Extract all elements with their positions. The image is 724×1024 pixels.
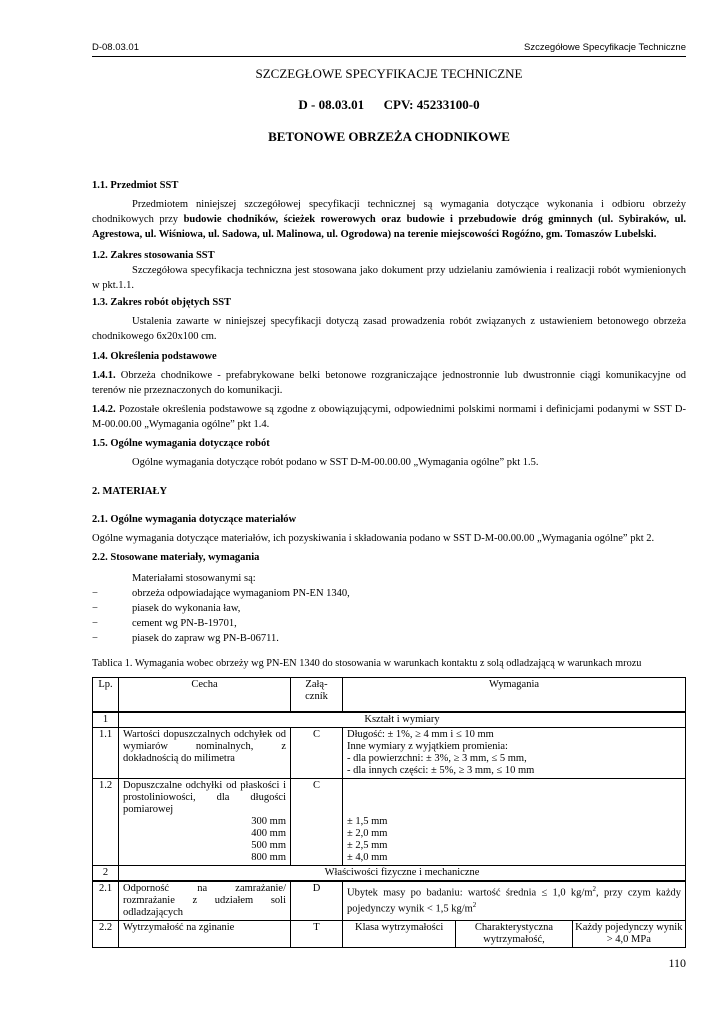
doc-title: SZCZEGŁOWE SPECYFIKACJE TECHNICZNE <box>255 66 523 81</box>
table-cell: 2.2 <box>93 920 119 947</box>
header-doc-title: Szczegółowe Specyfikacje Techniczne <box>524 42 686 53</box>
header-cell: Cecha <box>119 678 291 712</box>
page-header <box>92 42 686 57</box>
section-1-1 <box>92 178 686 242</box>
section-heading: 1.4. Określenia podstawowe <box>92 351 217 362</box>
paragraph: Przedmiotem niniejszej szczegółowej specyfikacji technicznej są wymagania dotyczące wykonania i odbioru obrzeży chodnikowych przy budowie chodników, ścieżek rowerowych oraz budowie i przebudowie dróg gminnych (ul. Sybiraków, ul. Agrestowa, ul. Wiśniowa, ul. Sadowa, ul. Malinowa, ul. Ogrodowa) na terenie miejscowości Rogóźno, gm. Tomaszów Lubelski. <box>92 199 686 240</box>
table-cell: D <box>291 881 343 921</box>
doc-code-cpv: D - 08.03.01 CPV: 45233100-0 <box>298 97 480 112</box>
section-2-1 <box>92 512 686 546</box>
table-caption: Tablica 1. Wymagania wobec obrzeży wg PN-EN 1340 do stosowania w warunkach kontaktu z solą odladzającą w warunkach mrozu <box>92 658 642 669</box>
list-item: − piasek do wykonania ław, <box>92 601 686 616</box>
table-cell: Kształt i wymiary <box>119 712 686 728</box>
table-cell: Długość: ± 1%, ≥ 4 mm i ≤ 10 mm Inne wymiary z wyjątkiem promienia: - dla powierzchni: ± 3%, ≥ 3 mm, ≤ 5 mm, - dla innych części: ± 5%, ≥ 3 mm, ≤ 10 mm <box>343 727 686 778</box>
paragraph: Szczegółowa specyfikacja techniczna jest stosowana jako dokument przy udzielaniu zamówienia i realizacji robót wymienionych w pkt.1.1. <box>92 265 686 291</box>
section-heading: 2.2. Stosowane materiały, wymagania <box>92 552 260 563</box>
table-group-row <box>93 865 686 881</box>
table-cell: 2.1 <box>93 881 119 921</box>
section-heading: 1.1. Przedmiot SST <box>92 180 179 191</box>
header-cell: Wymagania <box>343 678 686 712</box>
table-cell: C <box>291 778 343 865</box>
table-cell: Właściwości fizyczne i mechaniczne <box>119 865 686 881</box>
table-cell: C <box>291 727 343 778</box>
table-cell: T <box>291 920 343 947</box>
paragraph: Ogólne wymagania dotyczące robót podano w SST D-M-00.00.00 „Wymagania ogólne” pkt 1.5. <box>132 457 539 468</box>
header-doc-code: D-08.03.01 <box>92 42 140 53</box>
section-heading: 2.1. Ogólne wymagania dotyczące materiałów <box>92 514 297 525</box>
table-row <box>93 881 686 921</box>
table-cell: Odporność na zamrażanie/ rozmrażanie z udziałem soli odladzających <box>119 881 291 921</box>
section-1-4 <box>92 349 686 432</box>
table-cell: Charakterystyczna wytrzymałość, <box>456 921 572 947</box>
list-item: − cement wg PN-B-19701, <box>92 616 686 631</box>
table-cell: Każdy pojedynczy wynik > 4,0 MPa <box>575 921 683 945</box>
header-cell: Załą- czník <box>291 678 343 712</box>
paragraph: Ogólne wymagania dotyczące materiałów, ich pozyskiwania i składowania podano w SST D-M-00.00.00 „Wymagania ogólne” pkt 2. <box>92 533 655 544</box>
paragraph: Materiałami stosowanymi są: <box>132 573 256 584</box>
table-cell: Wytrzymałość na zginanie <box>119 920 291 947</box>
list-item: − piasek do zapraw wg PN-B-06711. <box>92 631 686 646</box>
table-header-row <box>93 678 686 712</box>
table-cell: ± 1,5 mm ± 2,0 mm ± 2,5 mm ± 4,0 mm <box>343 778 686 865</box>
table-cell: Ubytek masy po badaniu: wartość średnia ≤ 1,0 $kg/m^2$, przy czym każdy pojedynczy wynik < 1,5 $kg/m^2$ <box>343 881 686 921</box>
table-cell: Dopuszczalne odchyłki od płaskości i prostoliniowości, dla długości pomiarowej 300 mm 400 mm 500 mm 800 mm <box>119 778 291 865</box>
section-heading: 1.5. Ogólne wymagania dotyczące robót <box>92 438 270 449</box>
section-heading: 1.3. Zakres robót objętych SST <box>92 297 232 308</box>
paragraph: 1.4.1. Obrzeża chodnikowe - prefabrykowane belki betonowe rozgraniczające jednostronnie lub dwustronnie ciągi komunikacyjne od terenów nie przeznaczonych do komunikacji. <box>92 370 686 396</box>
table-group-row <box>93 712 686 728</box>
section-1-2 <box>92 248 686 293</box>
table-cell: Wartości dopuszczalnych odchyłek od wymiarów nominalnych, z dokładnością do milimetra <box>119 727 291 778</box>
section-2-2 <box>92 550 686 646</box>
table-row <box>93 778 686 865</box>
section-heading: 1.2. Zakres stosowania SST <box>92 250 215 261</box>
table-row <box>93 920 686 947</box>
page-number: 110 <box>668 956 686 970</box>
table-row <box>93 727 686 778</box>
section-1-5 <box>92 436 686 470</box>
list-item: − obrzeża odpowiadające wymaganiom PN-EN 1340, <box>92 586 686 601</box>
doc-subject: BETONOWE OBRZEŻA CHODNIKOWE <box>268 129 510 144</box>
table-cell <box>343 920 686 947</box>
table-cell: 1.2 <box>93 778 119 865</box>
header-cell: Lp. <box>93 678 119 712</box>
paragraph: Ustalenia zawarte w niniejszej specyfikacji dotyczą zasad prowadzenia robót związanych z ustawieniem betonowego obrzeża chodnikowego 6x20x100 cm. <box>92 316 686 342</box>
section-1-3 <box>92 295 686 344</box>
table-cell: 1 <box>93 712 119 728</box>
table-cell: 2 <box>93 865 119 881</box>
materials-list <box>92 586 686 646</box>
table-cell: Klasa wytrzymałości <box>343 921 456 947</box>
table-cell: 1.1 <box>93 727 119 778</box>
requirements-table <box>92 677 686 948</box>
paragraph: 1.4.2. Pozostałe określenia podstawowe są zgodne z obowiązującymi, odpowiednimi polskimi normami i definicjami podanymi w SST D-M-00.00.00 „Wymagania ogólne” pkt 1.4. <box>92 404 686 430</box>
section-2-heading: 2. MATERIAŁY <box>92 486 168 497</box>
